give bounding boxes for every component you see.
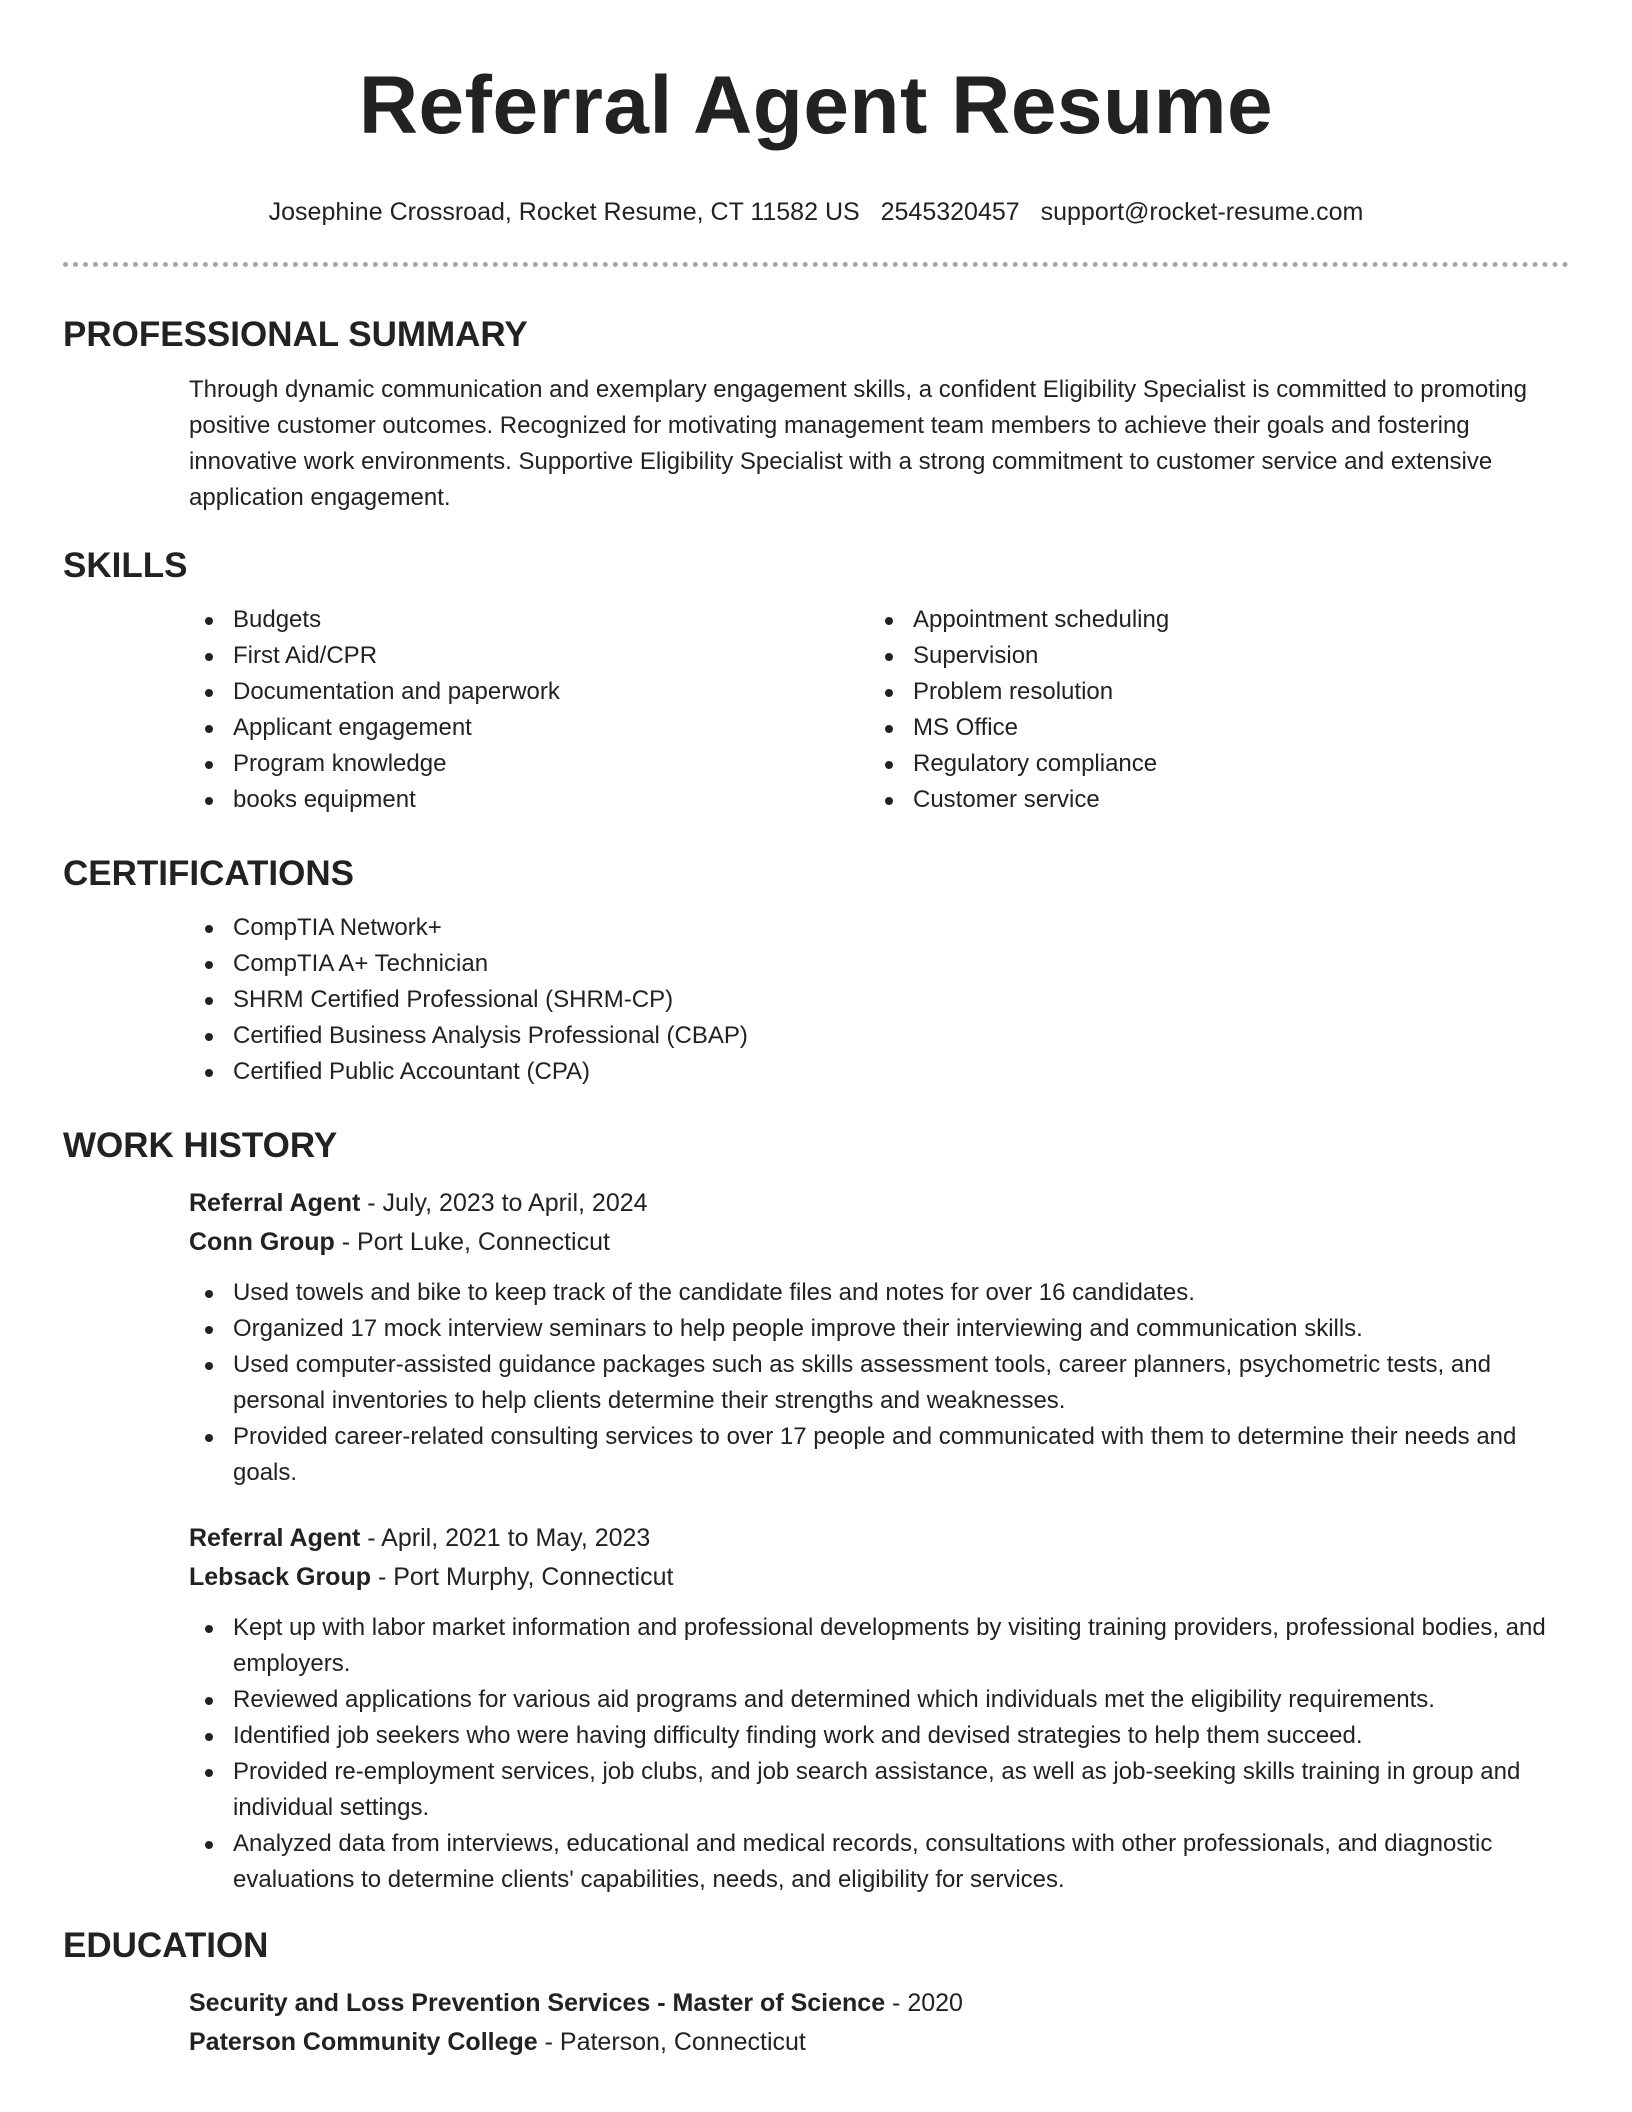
education-entry bbox=[63, 1984, 1569, 2062]
skills-column-right bbox=[869, 602, 1549, 818]
education-degree-line bbox=[189, 1984, 1569, 2023]
job-duty-item: Reviewed applications for various aid programs and determined which individuals met the eligibility requirements. bbox=[189, 1682, 1569, 1718]
job-location: - Port Murphy, Connecticut bbox=[371, 1563, 674, 1591]
job-company-line bbox=[189, 1223, 1569, 1262]
certification-item: SHRM Certified Professional (SHRM-CP) bbox=[189, 982, 1569, 1018]
job-entry bbox=[63, 1184, 1569, 1491]
certification-item: CompTIA Network+ bbox=[189, 910, 1569, 946]
certification-item: CompTIA A+ Technician bbox=[189, 946, 1569, 982]
skill-item: Documentation and paperwork bbox=[189, 674, 869, 710]
skill-item: Supervision bbox=[869, 638, 1549, 674]
skill-item: Appointment scheduling bbox=[869, 602, 1549, 638]
skill-item: First Aid/CPR bbox=[189, 638, 869, 674]
work-history-heading: WORK HISTORY bbox=[63, 1126, 338, 1165]
skill-item: books equipment bbox=[189, 782, 869, 818]
skill-item: Applicant engagement bbox=[189, 710, 869, 746]
job-duties-list bbox=[189, 1275, 1569, 1491]
skill-item: Problem resolution bbox=[869, 674, 1549, 710]
job-title-line bbox=[189, 1184, 1569, 1223]
skill-item: Regulatory compliance bbox=[869, 746, 1549, 782]
contact-email: support@rocket-resume.com bbox=[1040, 198, 1364, 226]
skill-item: Customer service bbox=[869, 782, 1549, 818]
job-duty-item: Identified job seekers who were having difficulty finding work and devised strategies to help them succeed. bbox=[189, 1718, 1569, 1754]
header-divider bbox=[63, 262, 1569, 267]
contact-line bbox=[63, 196, 1569, 228]
job-company: Conn Group bbox=[189, 1228, 335, 1256]
job-title: Referral Agent bbox=[189, 1524, 361, 1552]
job-duty-item: Kept up with labor market information and professional developments by visiting training providers, professional bodies, and employers. bbox=[189, 1610, 1569, 1682]
summary-text: Through dynamic communication and exemplary engagement skills, a confident Eligibility Specialist is committed to promoting positive customer outcomes. Recognized for motivating management team members to achieve their goals and fostering innovative work environments. Supportive Eligibility Specialist with a strong commitment to customer service and extensive application engagement. bbox=[189, 376, 1527, 511]
skill-item: Program knowledge bbox=[189, 746, 869, 782]
skills-list bbox=[63, 602, 1569, 818]
contact-address: Josephine Crossroad, Rocket Resume, CT 11582 US bbox=[268, 198, 860, 226]
skills-column-left bbox=[189, 602, 869, 818]
job-location: - Port Luke, Connecticut bbox=[334, 1228, 610, 1256]
job-duty-item: Used towels and bike to keep track of the candidate files and notes for over 16 candidates. bbox=[189, 1275, 1569, 1311]
job-entry bbox=[63, 1519, 1569, 1898]
education-school: Paterson Community College bbox=[189, 2028, 538, 2056]
skill-item: MS Office bbox=[869, 710, 1549, 746]
job-dates: - July, 2023 to April, 2024 bbox=[360, 1189, 648, 1217]
skills-heading: SKILLS bbox=[63, 546, 188, 585]
certifications-heading: CERTIFICATIONS bbox=[63, 854, 355, 893]
contact-phone: 2545320457 bbox=[880, 198, 1020, 226]
job-duty-item: Used computer-assisted guidance packages such as skills assessment tools, career planners, psychometric tests, and personal inventories to help clients determine their strengths and weaknesses. bbox=[189, 1347, 1569, 1419]
job-duty-item: Provided re-employment services, job clubs, and job search assistance, as well as job-seeking skills training in group and individual settings. bbox=[189, 1754, 1569, 1826]
resume-title: Referral Agent Resume bbox=[358, 60, 1274, 151]
job-title: Referral Agent bbox=[189, 1189, 361, 1217]
skill-item: Budgets bbox=[189, 602, 869, 638]
certification-item: Certified Business Analysis Professional (CBAP) bbox=[189, 1018, 1569, 1054]
job-dates: - April, 2021 to May, 2023 bbox=[360, 1524, 651, 1552]
education-degree: Security and Loss Prevention Services - Master of Science bbox=[189, 1989, 886, 2017]
job-duties-list bbox=[189, 1610, 1569, 1898]
job-duty-item: Organized 17 mock interview seminars to help people improve their interviewing and communication skills. bbox=[189, 1311, 1569, 1347]
certification-item: Certified Public Accountant (CPA) bbox=[189, 1054, 1569, 1090]
job-company: Lebsack Group bbox=[189, 1563, 371, 1591]
certifications-list bbox=[63, 910, 1569, 1090]
summary-heading: PROFESSIONAL SUMMARY bbox=[63, 315, 528, 354]
job-duty-item: Analyzed data from interviews, educational and medical records, consultations with other professionals, and diagnostic evaluations to determine clients' capabilities, needs, and eligibility for services. bbox=[189, 1826, 1569, 1898]
education-school-line bbox=[189, 2023, 1569, 2062]
job-title-line bbox=[189, 1519, 1569, 1558]
education-heading: EDUCATION bbox=[63, 1926, 269, 1965]
job-duty-item: Provided career-related consulting services to over 17 people and communicated with them to determine their needs and goals. bbox=[189, 1419, 1569, 1491]
education-year: - 2020 bbox=[885, 1989, 963, 2017]
education-location: - Paterson, Connecticut bbox=[537, 2028, 806, 2056]
job-company-line bbox=[189, 1558, 1569, 1597]
